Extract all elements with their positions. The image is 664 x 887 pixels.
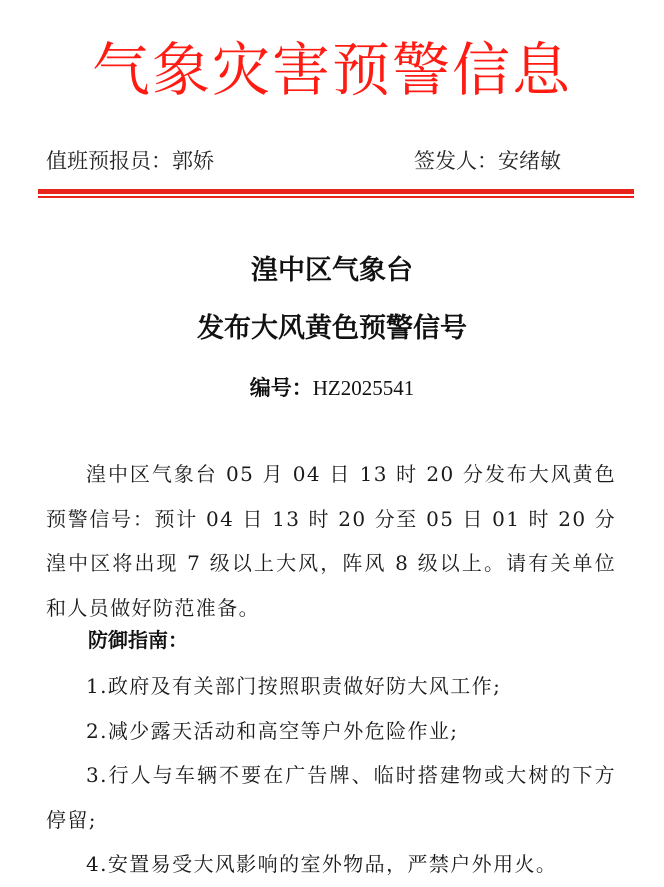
warning-signal-title: 发布大风黄色预警信号 <box>197 313 467 344</box>
defense-guide-list <box>46 664 616 887</box>
header-divider-thick <box>38 189 634 194</box>
issuer-signer: 签发人：安绪敏 <box>414 149 561 173</box>
defense-guide-item: 2.减少露天活动和高空等户外危险作业; <box>86 718 459 743</box>
meta-row <box>46 146 624 176</box>
defense-guide-item: 4.安置易受大风影响的室外物品，严禁户外用火。 <box>86 852 558 876</box>
forecaster-on-duty: 值班预报员：郭娇 <box>46 149 214 173</box>
serial-number <box>0 372 664 404</box>
header-divider-thin <box>38 196 634 198</box>
defense-guide-item: 1.政府及有关部门按照职责做好防大风工作; <box>86 674 502 698</box>
defense-guide-heading: 防御指南： <box>88 628 188 652</box>
serial-number-label: 编号： <box>249 376 313 400</box>
serial-number-value: HZ2025541 <box>312 376 415 400</box>
document-masthead: 气象灾害预警信息 <box>91 36 572 104</box>
issuing-office-title: 湟中区气象台 <box>251 255 413 286</box>
defense-guide-item: 3.行人与车辆不要在广告牌、临时搭建物或大树的下方停留; <box>46 763 616 832</box>
warning-body-paragraph: 湟中区气象台 05 月 04 日 13 时 20 分发布大风黄色预警信号：预计 04 日 13 时 20 分至 05 日 01 时 20 分湟中区将出现 7 级以上大风，阵风 8 级以上。请有关单位和人员做好防范准备。 <box>46 462 616 620</box>
